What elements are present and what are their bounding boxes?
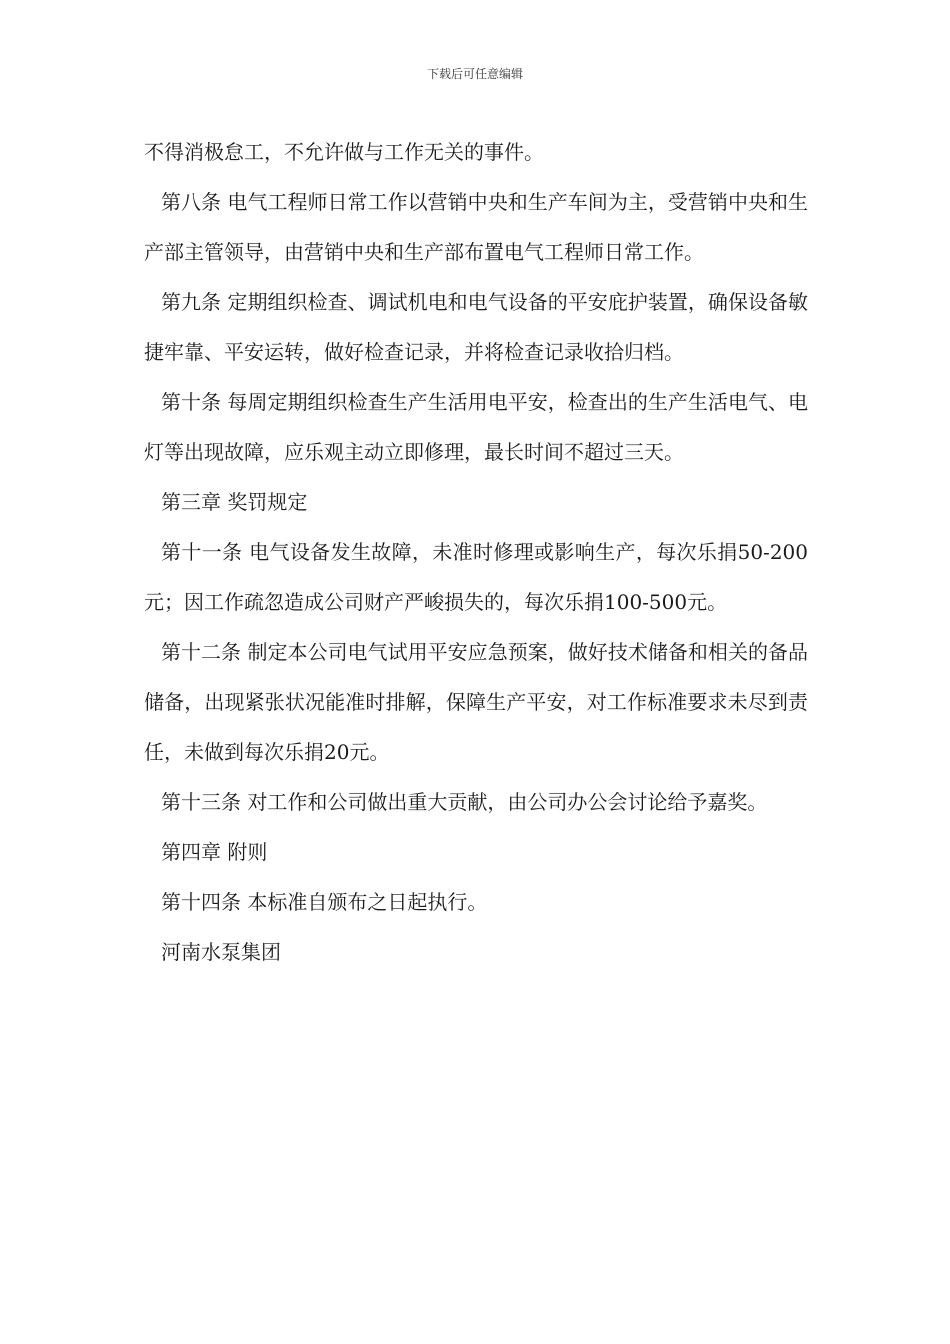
organization-signature: 河南水泵集团 (161, 940, 281, 964)
article-13: 第十三条 对工作和公司做出重大贡献，由公司办公会讨论给予嘉奖。 (161, 790, 768, 814)
article-12: 第十二条 制定本公司电气试用平安应急预案，做好技术储备和相关的备品储备，出现紧张状况能准时排解，保障生产平安，对工作标准要求未尽到责任，未做到每次乐捐20元。 (144, 640, 808, 764)
chapter-4-heading: 第四章 附则 (161, 840, 268, 864)
article-14: 第十四条 本标准自颁布之日起执行。 (161, 890, 488, 914)
chapter-3-heading: 第三章 奖罚规定 (161, 490, 308, 514)
article-11: 第十一条 电气设备发生故障，未准时修理或影响生产，每次乐捐50-200元；因工作疏忽造成公司财产严峻损失的，每次乐捐100-500元。 (144, 540, 808, 614)
article-10: 第十条 每周定期组织检查生产生活用电平安，检查出的生产生活电气、电灯等出现故障，应乐观主动立即修理，最长时间不超过三天。 (144, 390, 808, 464)
document-body (144, 127, 808, 977)
paragraph-continuation: 不得消极怠工，不允许做与工作无关的事件。 (144, 140, 544, 164)
page-header: 下载后可任意编辑 (426, 67, 523, 81)
article-8: 第八条 电气工程师日常工作以营销中央和生产车间为主，受营销中央和生产部主管领导，由营销中央和生产部布置电气工程师日常工作。 (144, 190, 808, 264)
article-9: 第九条 定期组织检查、调试机电和电气设备的平安庇护装置，确保设备敏捷牢靠、平安运转，做好检查记录，并将检查记录收拾归档。 (144, 290, 808, 364)
